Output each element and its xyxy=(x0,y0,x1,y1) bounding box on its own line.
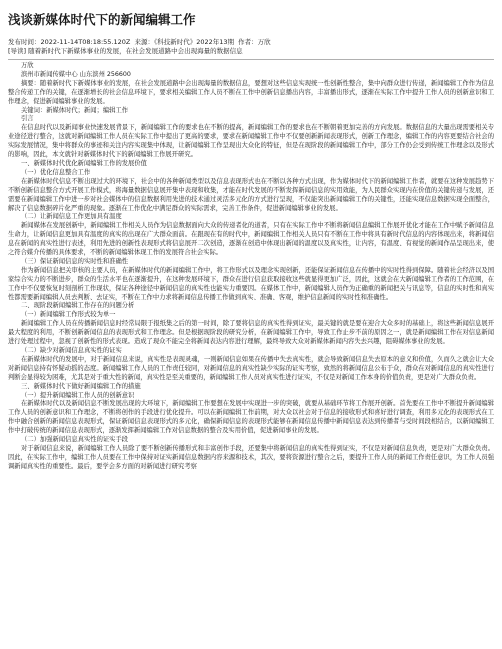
body-paragraph: 对于新闻信息来说，新闻编辑工作人员除了要不断创新传播形式和丰富创作手段，还要集中将新闻信息的真实性得到证实，不仅是对新闻信息负责，更是对广大群众负责。因此，在实际工作中，编辑工作人员要在工作中保持对证实新闻信息数据内容来源和技术，其次，要将资源进行整合之后，要提升工作人员的新闻工作责任意识，为工作人员强调新闻真实性的重要性。最后，要学会多方面的对新闻进行研究考察 xyxy=(8,444,494,470)
author-name: 万欣 xyxy=(21,62,34,69)
guide-text: [导读] 随着新时代下新媒体事业的发展，在社会发展道路中会出现海量的数据信息 xyxy=(8,47,243,55)
body-paragraph: 新闻媒体在发展创新中，新闻编辑工作相关人员作为信息数据面向大众的传递者化的道者，只有在实际工作中不断将新闻信息编辑工作展开优化才能在工作中赋予新闻信息生命力，让新闻信息更加具有温度的真实的出现在广大群众面前。在跟现在有的时代中，新闻编辑工作相关人员只有不断在工作中将具有新时代信息的内容体现出来，将新闻信息在新闻的真实性进行表述，利用先进的创新性表现形式将信息展开二次创造，逐渐在创造中体现出新闻的温度以及真实性，让内容，有温度、有视觉的新闻作品呈现出来，使之符合媒介传播的具体要求，不断的新闻编辑体现工作的发展符合社会实际。 xyxy=(8,222,494,257)
body-paragraph: 在新媒体时代信息不断出现过大的环境下，社会中的各种新闻类型以及信息表现形式也在不断以各种方式出现，作为媒体时代下的新闻编辑工作者，就要在这种发展趋势下不断创新信息整合方式开展工作模式，将海量数据信息展开集中表现和收集，才能在时代发展的不断发挥新闻信息的实用效能，为人民群众实现内在价值的关键传递与发展，还需要在新闻编辑工作中进一步对社会媒体中的信息数据利用先进的技术通过灵活多元化的方式进行呈现，不仅能突出新闻编辑工作的关键性，还能实现信息数据实现全面整合，解决了信息数据碎片化严重的现象。逐渐在工作优化中满足群众的实际需求，完善工作条件，促进新闻编辑事业的发展。 xyxy=(8,177,494,212)
author-affiliation: 滨州市新闻传媒中心 山东滨州 256600 xyxy=(21,70,131,78)
subsection-heading: （三）保证新闻信息的实时性和准确性 xyxy=(21,257,129,265)
subsection-heading: （一）提升新闻编辑工作人员的创新意识 xyxy=(21,391,135,399)
header-divider xyxy=(8,59,494,60)
section-heading: 引言 xyxy=(21,115,34,123)
keywords-paragraph: 关键词：新媒体时代；新闻；编辑工作 xyxy=(21,106,129,114)
section-heading: 二、现阶段新闻编辑工作存在的问题分析 xyxy=(21,302,135,310)
section-heading: 一、新媒体时代优化新闻编辑工作的发展价值 xyxy=(21,159,147,167)
body-paragraph: 在新媒体时代以及新闻信息不断发展出现的大环境下，新闻编辑工作要想在发展中实现进一步的突破，就要从基础环节将工作展开创新。首先要在工作中不断提升新闻编辑工作人员的创新意识和工作理念，不断将创作的手段进行优化提升。可以在新闻编辑工作前期，对大众以社会对于信息的接收形式和喜好进行调查，利用多元化的表现形式在工作中融合创新的新闻信息表现形式，保证新闻信息表现形式的多元化，确保新闻信息的表现形式能够在新闻信息传播中新闻信息表达到传播者与受时间段相结合，以新闻编辑工作中打破传统的新闻信息表现形式，逐渐发挥新闻编辑工作对信息数据的整合及实用价值，促进新闻事业的发展。 xyxy=(8,400,494,435)
subsection-heading: （二）加强新闻信息真实性的证实手段 xyxy=(21,436,129,444)
subsection-heading: （一）优化信息整合工作 xyxy=(21,168,91,176)
subsection-heading: （二）缺少对新闻信息真实性的证实 xyxy=(21,347,122,354)
author-label: 作者：万欣 xyxy=(238,38,271,46)
source-label: 来源：《科技新时代》2022年13期 xyxy=(134,38,235,46)
article-meta xyxy=(8,38,494,47)
body-paragraph: 作为新闻信息把关审核的主要人员，在新媒体时代的新闻编辑工作中，将工作形式以及理念实现创新，还能保证新闻信息在传播中的实时性得到保障。随着社会经济以及国家综合实力的不断进步，群众的生活水平也在逐渐提升，在这种发展环境下，群众在进行信息获取接收这些就显得更加广泛，因此，这就会在大新闻编辑工作者的工作范围，在工作中不仅要恢复时刻剖析工作现状，保证各种途径中新闻信息的真实性也能实力重要因。在媒体工作中，新闻编辑人员作为正确重的新闻把关与讯息等，信息的实时性和真实性都需要新闻编辑人员去判断、去证实，不断在工作中力求将新闻信息传播工作做到真实、准确、客观，维护信息新闻的实时性和准确性。 xyxy=(8,266,494,301)
section-heading: 三、新媒体时代下做好新闻编辑工作的措施 xyxy=(21,382,141,390)
body-paragraph: 新闻编辑工作人员在传播新闻信息时经常局限于报纸集之后的第一时间，除了要将信息的真实性得到证实，最关键的就是要在迎合大众多时的基础上，将这些新闻信息展开最大程度的利用，不断创新新闻信息的表现形式和工作理念。但是根据现阶段的研究分析，在新闻编辑工作中，导致工作止步不前的原因之一，就是新闻编辑工作在对信息新闻进行处理过程中，忽视了创新性的形式表现。造成了现众不能完全将新闻表达内容进行理解，最终导致大众对新媒体新闻内容失去兴趣，阻碍媒体事业的发展。 xyxy=(8,320,494,346)
subsection-heading: （二）让新闻信息工作更加具有温度 xyxy=(21,213,122,221)
publish-time: 发布时间：2022-11-14T08:18:55.120Z xyxy=(8,38,131,46)
abstract-paragraph: 摘要：随着新时代下新媒体事业的发展，在社会发展道路中会出现海量的数据信息，要想对这些信息实现统一性创新性整合，集中向群众进行传递，新闻编辑工作作为信息整合传递工作的关键，在逐渐增长的社会信息环境下，要求相关编辑工作人员不断在工作中创新信息播出内容，丰富播出形式，逐渐在实际工作中提升工作人员的创新意识和工作理念，促进新闻编辑事业的发展。 xyxy=(8,79,494,105)
subsection-heading: （一）新闻编辑工作形式较为单一 xyxy=(21,311,116,319)
page-title: 浅谈新媒体时代下的新闻编辑工作 xyxy=(8,12,196,27)
body-paragraph: 在信息时代以及新闻事业快速发展背景下，新闻编辑工作的要求也在不断的提高，新闻编辑工作的要求也在不断朝着更加完善的方向发展。数据信息的大量出现需要相关专业途径进行整合，这就对新闻编辑工作人员在实际工作中提出了更高的要求，要求在新闻编辑工作中不仅要创新新闻表现形式，创新工作理念，编辑工作的内容更要结合社会的实际发展情况，集中将群众的事迹和关注内容实现集中体现，让新闻编辑工作呈现出大众化的特征，但是在现阶段的新闻编辑工作中，部分工作仍会受到传统工作理念以及形式的影响，因此，本文就针对新媒体时代下的新闻编辑工作展开研究。 xyxy=(8,124,494,159)
body-paragraph: 在新媒体时代的发展中，对于新闻信息来说，真实性是表现灵魂，一则新闻信息如果在传播中失去真实性，就会导致新闻信息失去原本的意义和价值，久而久之就会让大众对新闻信息持有怀疑动摇的态度。新闻编辑工作人员的工作责任较同，对新闻信息的真实性缺少实际的证实考察，致然的将新闻信息公布于众，群众在对新闻信息的真实性进行判断会显得较为困难，尤其是对于重大性的新闻，真实性是至关重要的，新闻编辑工作人员对真实性进行证实，不仅是对新闻工作本身的价值负责，更是对广大群众负责。 xyxy=(8,355,494,381)
